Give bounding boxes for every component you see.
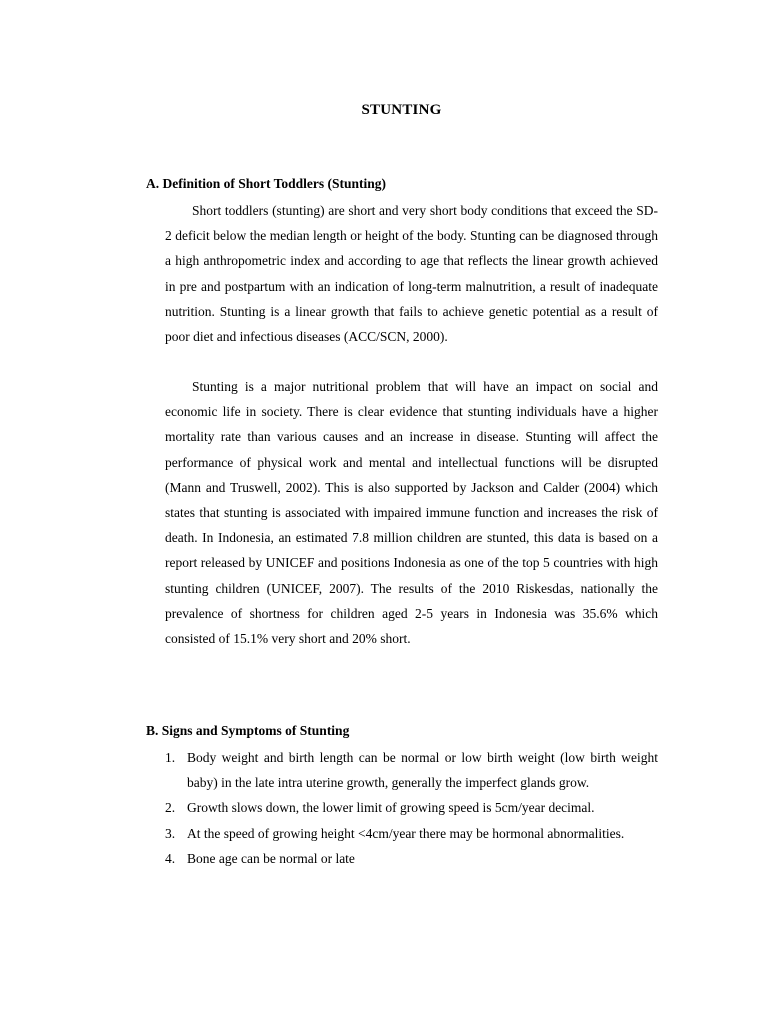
section-heading-signs: B. Signs and Symptoms of Stunting xyxy=(146,723,350,738)
list-item xyxy=(165,846,658,871)
list-item xyxy=(165,745,658,795)
list-item xyxy=(165,795,658,820)
list-item-text: Growth slows down, the lower limit of growing speed is 5cm/year decimal. xyxy=(187,800,595,816)
list-item-text: At the speed of growing height <4cm/year there may be hormonal abnormalities. xyxy=(187,825,625,841)
paragraph-impact: Stunting is a major nutritional problem that will have an impact on social and economic life in society. There is clear evidence that stunting individuals have a higher mortality rate than various causes and an increase in disease. Stunting will affect the performance of physical work and mental and intellectual functions will be disrupted (Mann and Truswell, 2002). This is also supported by Jackson and Calder (2004) which states that stunting is associated with impaired immune function and increases the risk of death. In Indonesia, an estimated 7.8 million children are stunted, this data is based on a report released by UNICEF and positions Indonesia as one of the top 5 countries with high stunting children (UNICEF, 2007). The results of the 2010 Riskesdas, nationally the prevalence of shortness for children aged 2-5 years in Indonesia was 35.6% which consisted of 15.1% very short and 20% short. xyxy=(165,379,658,647)
section-heading-definition: A. Definition of Short Toddlers (Stunting) xyxy=(146,176,387,191)
list-item-number: 2. xyxy=(165,800,176,816)
paragraph-definition: Short toddlers (stunting) are short and very short body conditions that exceed the SD-2 deficit below the median length or height of the body. Stunting can be diagnosed through a high anthropometric index and according to age that reflects the linear growth achieved in pre and postpartum with an indication of long-term malnutrition, a result of inadequate nutrition. Stunting is a linear growth that fails to achieve genetic potential as a result of poor diet and infectious diseases (ACC/SCN, 2000). xyxy=(165,203,658,345)
list-item xyxy=(165,821,658,846)
page-title: STUNTING xyxy=(361,102,442,118)
list-item-text: Body weight and birth length can be normal or low birth weight (low birth weight baby) in the late intra uterine growth, generally the imperfect glands grow. xyxy=(187,750,658,791)
list-item-text: Bone age can be normal or late xyxy=(187,850,355,866)
list-item-number: 1. xyxy=(165,750,176,765)
signs-list xyxy=(165,745,658,871)
list-item-number: 4. xyxy=(165,850,176,866)
list-item-number: 3. xyxy=(165,825,176,841)
